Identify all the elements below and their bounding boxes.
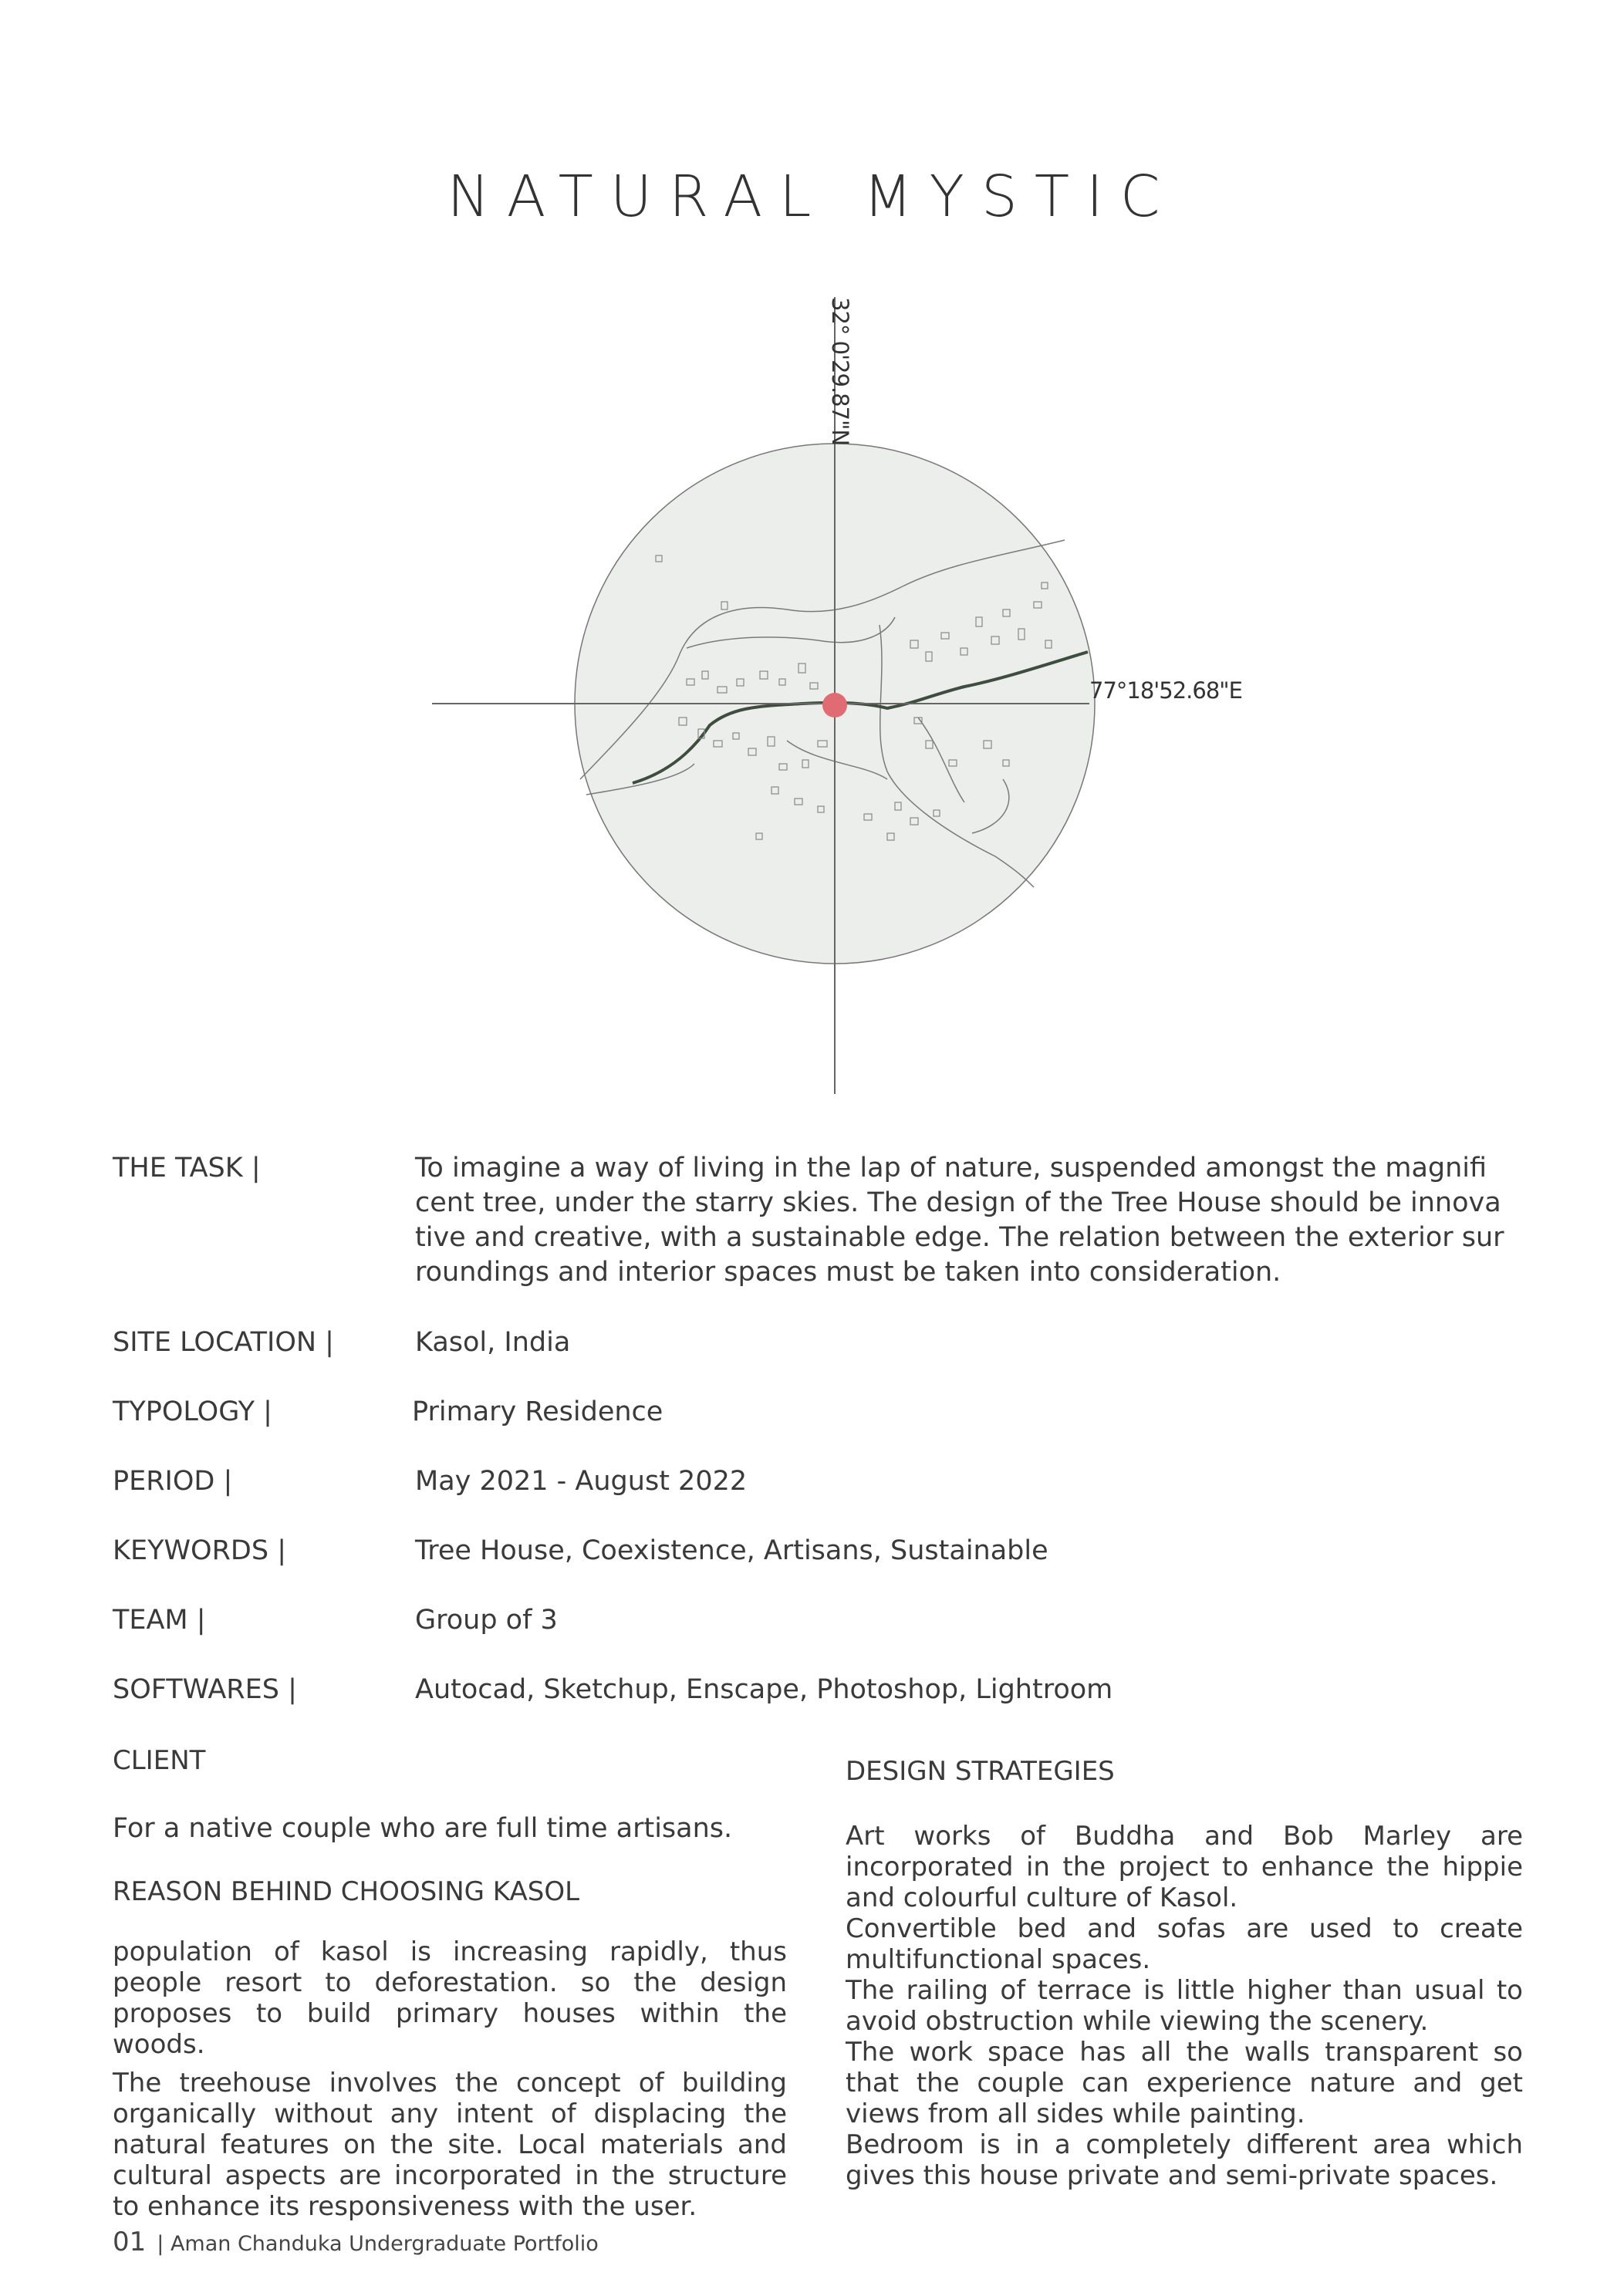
keywords-value: Tree House, Coexistence, Artisans, Sustainable	[415, 1535, 1048, 1566]
team-label: TEAM |	[113, 1605, 206, 1636]
team-value: Group of 3	[415, 1605, 558, 1636]
strategies-heading: DESIGN STRATEGIES	[846, 1756, 1115, 1787]
reason-body	[113, 1936, 787, 2222]
keywords-label: KEYWORDS |	[113, 1535, 287, 1566]
page-footer	[113, 2227, 599, 2257]
strategy-paragraph: Art works of Buddha and Bob Marley are incorporated in the project to enhance the hippie and colourful culture of Kasol.	[846, 1821, 1523, 1913]
client-heading: CLIENT	[113, 1745, 206, 1776]
task-label: THE TASK |	[113, 1153, 261, 1183]
site-location-label: SITE LOCATION |	[113, 1327, 334, 1358]
period-label: PERIOD |	[113, 1466, 233, 1497]
page-number: 01	[113, 2227, 147, 2257]
task-line: To imagine a way of living in the lap of nature, suspended amongst the magnifi	[415, 1153, 1487, 1183]
footer-text: | Aman Chanduka Undergraduate Portfolio	[157, 2232, 599, 2256]
site-map	[0, 0, 1624, 1126]
reason-paragraph: population of kasol is increasing rapidly, thus people resort to deforestation. so the design proposes to build primary houses within the woods.	[113, 1936, 787, 2060]
period-value: May 2021 - August 2022	[415, 1466, 748, 1497]
task-line: tive and creative, with a sustainable edge. The relation between the exterior sur	[415, 1222, 1504, 1253]
page-title: NATURAL MYSTIC	[447, 164, 1177, 230]
site-location-value: Kasol, India	[415, 1327, 571, 1358]
reason-heading: REASON BEHIND CHOOSING KASOL	[113, 1876, 580, 1907]
client-text: For a native couple who are full time artisans.	[113, 1813, 733, 1844]
site-marker	[822, 693, 847, 718]
latitude-label: 32° 0'29.87"N	[827, 297, 853, 446]
typology-label: TYPOLOGY |	[113, 1396, 272, 1427]
softwares-value: Autocad, Sketchup, Enscape, Photoshop, Lightroom	[415, 1674, 1113, 1705]
strategies-body	[846, 1821, 1523, 2191]
longitude-label: 77°18'52.68"E	[1089, 677, 1242, 704]
task-line: cent tree, under the starry skies. The design of the Tree House should be innova	[415, 1187, 1501, 1218]
strategy-paragraph: The railing of terrace is little higher than usual to avoid obstruction while viewing the scenery.	[846, 1975, 1523, 2037]
strategy-paragraph: Convertible bed and sofas are used to create multifunctional spaces.	[846, 1913, 1523, 1975]
strategy-paragraph: Bedroom is in a completely different area which gives this house private and semi-private spaces.	[846, 2129, 1523, 2191]
reason-paragraph: The treehouse involves the concept of building organically without any intent of displacing the natural features on the site. Local materials and cultural aspects are incorporated in the structure to enhance its responsiveness with the user.	[113, 2068, 787, 2222]
task-line: roundings and interior spaces must be taken into consideration.	[415, 1257, 1281, 1288]
softwares-label: SOFTWARES |	[113, 1674, 297, 1705]
task-description	[415, 1151, 1526, 1290]
strategy-paragraph: The work space has all the walls transparent so that the couple can experience nature and get views from all sides while painting.	[846, 2037, 1523, 2129]
typology-value: Primary Residence	[412, 1396, 663, 1427]
